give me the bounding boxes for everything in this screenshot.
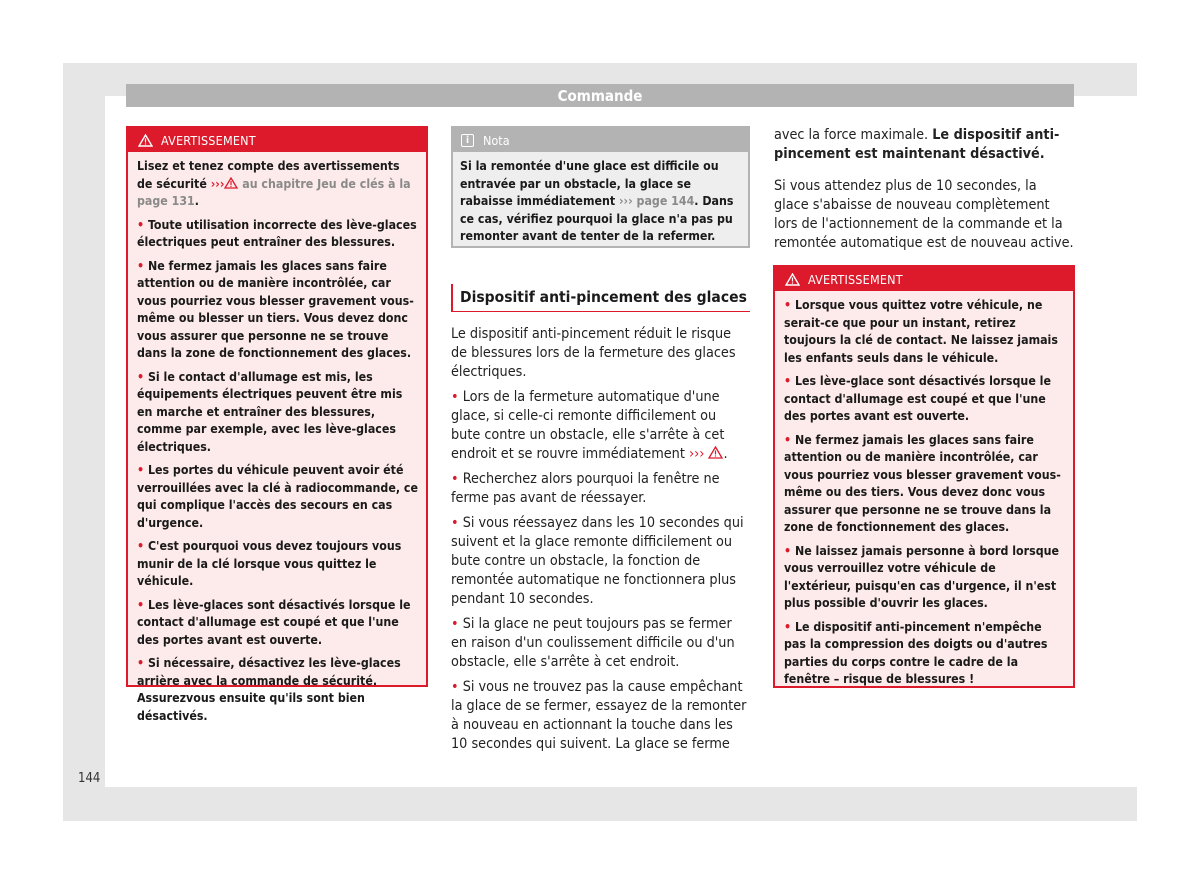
warning-item-text: Les lève-glace sont désactivés lorsque le contact d'allumage est coupé et que l'une des portes avant est ouverte. xyxy=(784,374,1051,423)
note-header xyxy=(453,128,748,152)
bullet-text: Si la glace ne peut toujours pas se fermer en raison d'un coulissement difficile ou d'un obstacle, elle s'arrête à cet endroit. xyxy=(451,616,735,670)
note-box xyxy=(451,126,750,248)
right-text-bold: Le dispositif anti-pincement est maintenant désactivé. xyxy=(774,127,1060,162)
warning-header xyxy=(128,128,426,152)
middle-column-text xyxy=(451,325,749,760)
cross-ref-arrows: ››› xyxy=(210,176,225,191)
warning-item-text: Toute utilisation incorrecte des lève-glaces électriques peut entraîner des blessures. xyxy=(137,217,417,249)
warning-item: • Lorsque vous quittez votre véhicule, ne serait-ce que pour un instant, retirez toujours la clé de contact. Ne laissez jamais les enfants seuls dans le véhicule. xyxy=(784,298,1058,365)
body-bullet: • Recherchez alors pourquoi la fenêtre ne ferme pas avant de réessayer. xyxy=(451,471,720,506)
warning-item: • C'est pourquoi vous devez toujours vous munir de la clé lorsque vous quittez le véhicule. xyxy=(137,539,402,588)
warning-item-text: Les lève-glaces sont désactivés lorsque le contact d'allumage est coupé et que l'une des portes avant est ouverte. xyxy=(137,597,411,647)
warning-triangle-icon xyxy=(785,273,800,286)
warning-body xyxy=(128,152,426,725)
warning-item: • Le dispositif anti-pincement n'empêche pas la compression des doigts ou d'autres parties du corps contre le cadre de la fenêtre – risque de blessures ! xyxy=(784,619,1048,686)
right-text: avec la force maximale. xyxy=(774,127,933,143)
note-body xyxy=(453,152,748,246)
warning-item-text: Ne fermez jamais les glaces sans faire attention ou de manière incontrôlée, car vous pourriez vous blesser gravement vous-même ou des tiers. Vous devez donc vous assurer que personne ne se trouve dans la zone de fonctionnement des glaces. xyxy=(784,432,1061,534)
warning-item: • Ne fermez jamais les glaces sans faire attention ou de manière incontrôlée, car vous pourriez vous blesser gravement vous-même ou blesser un tiers. Vous devez donc vous assurer que personne ne se trouve dans la zone de fonctionnement des glaces. xyxy=(137,258,414,360)
bullet-text: Si vous ne trouvez pas la cause empêchant la glace de se fermer, essayez de la remonter à nouveau en actionnant la touche dans les 10 secondes qui suivent. La glace se ferme xyxy=(451,679,747,752)
section-intro: Le dispositif anti-pincement réduit le risque de blessures lors de la fermeture des glaces électriques. xyxy=(451,326,736,380)
warning-intro-text: Lisez et tenez compte des avertissements de sécurité xyxy=(137,159,400,191)
page-header: Commande xyxy=(126,84,1074,107)
bullet-text: Si vous réessayez dans les 10 secondes qui suivent et la glace remonte difficilement ou bute contre un obstacle, la fonction de remontée automatique ne fonctionnera plus pendant 10 secondes. xyxy=(451,515,744,607)
right-paragraph-1 xyxy=(774,126,1074,164)
warning-item: • Si nécessaire, désactivez les lève-glaces arrière avec la commande de sécurité. Assurezvous ensuite qu'ils sont bien désactivés. xyxy=(137,656,401,723)
warning-intro-end: . xyxy=(194,194,199,208)
warning-item: • Les lève-glaces sont désactivés lorsque le contact d'allumage est coupé et que l'une des portes avant est ouverte. xyxy=(137,597,411,647)
page-number: 144 xyxy=(78,771,101,786)
body-bullet: • Si la glace ne peut toujours pas se fermer en raison d'un coulissement difficile ou d'un obstacle, elle s'arrête à cet endroit. xyxy=(451,616,735,670)
warning-title: AVERTISSEMENT xyxy=(161,132,256,148)
warning-triangle-icon xyxy=(224,177,238,189)
warning-item-text: Si le contact d'allumage est mis, les équipements électriques peuvent être mis en marche et entraîner des blessures, comme par exemple, avec les lève-glaces électriques. xyxy=(137,369,403,454)
cross-ref-arrows: ››› xyxy=(688,446,705,462)
warning-intro xyxy=(137,158,418,211)
right-column-text xyxy=(774,126,1074,259)
note-text-end: . Dans ce cas, vérifiez pourquoi la glace n'a pas pu remonter avant de tenter de la refermer. xyxy=(460,194,734,243)
body-bullet: • Si vous réessayez dans les 10 secondes qui suivent et la glace remonte difficilement ou bute contre un obstacle, la fonction de remontée automatique ne fonctionnera plus pendant 10 secondes. xyxy=(451,515,744,607)
info-icon: i xyxy=(461,134,474,147)
bullet-text: Lors de la fermeture automatique d'une glace, si celle-ci remonte difficilement ou bute contre un obstacle, elle s'arrête à cet endroit et se rouvre immédiatement xyxy=(451,389,725,462)
warning-header xyxy=(775,267,1073,291)
cross-ref-link[interactable]: au chapitre Jeu de clés à la page 131 xyxy=(137,176,411,208)
warning-item: • Ne fermez jamais les glaces sans faire attention ou de manière incontrôlée, car vous pourriez vous blesser gravement vous-même ou des tiers. Vous devez donc vous assurer que personne ne se trouve dans la zone de fonctionnement des glaces. xyxy=(784,432,1061,534)
note-title: Nota xyxy=(483,132,510,148)
bullet-text: Recherchez alors pourquoi la fenêtre ne ferme pas avant de réessayer. xyxy=(451,471,720,506)
warning-item: • Toute utilisation incorrecte des lève-glaces électriques peut entraîner des blessures. xyxy=(137,217,417,249)
note-text: Si la remontée d'une glace est difficile ou entravée par un obstacle, la glace se rabaisse immédiatement xyxy=(460,159,719,208)
warning-item: • Les lève-glace sont désactivés lorsque le contact d'allumage est coupé et que l'une des portes avant est ouverte. xyxy=(784,374,1051,423)
warning-item-text: Le dispositif anti-pincement n'empêche pas la compression des doigts ou d'autres parties du corps contre le cadre de la fenêtre – risque de blessures ! xyxy=(784,619,1048,686)
body-bullet: • Lors de la fermeture automatique d'une glace, si celle-ci remonte difficilement ou bute contre un obstacle, elle s'arrête à cet endroit et se rouvre immédiatement ››› . xyxy=(451,389,728,462)
page-ref-link[interactable]: ››› page 144 xyxy=(619,194,695,208)
section-heading: Dispositif anti-pincement des glaces xyxy=(451,284,750,312)
right-paragraph-2: Si vous attendez plus de 10 secondes, la glace s'abaisse de nouveau complètement lors de l'actionnement de la commande et la remontée automatique est de nouveau active. xyxy=(774,178,1074,251)
warning-item-text: Les portes du véhicule peuvent avoir été verrouillées avec la clé à radiocommande, ce qui complique l'accès des secours en cas d'urgence. xyxy=(137,463,418,530)
warning-box-left xyxy=(126,126,428,723)
body-bullet: • Si vous ne trouvez pas la cause empêchant la glace de se fermer, essayez de la remonter à nouveau en actionnant la touche dans les 10 secondes qui suivent. La glace se ferme xyxy=(451,679,747,752)
warning-item: • Si le contact d'allumage est mis, les équipements électriques peuvent être mis en marche et entraîner des blessures, comme par exemple, avec les lève-glaces électriques. xyxy=(137,369,403,454)
warning-box-right xyxy=(773,265,1075,688)
warning-item-text: Lorsque vous quittez votre véhicule, ne serait-ce que pour un instant, retirez toujours la clé de contact. Ne laissez jamais les enfants seuls dans le véhicule. xyxy=(784,298,1058,365)
warning-item-text: Ne laissez jamais personne à bord lorsque vous verrouillez votre véhicule de l'extérieur, puisqu'en cas d'urgence, il n'est plus possible d'ouvrir les glaces. xyxy=(784,543,1060,610)
warning-item: • Ne laissez jamais personne à bord lorsque vous verrouillez votre véhicule de l'extérieur, puisqu'en cas d'urgence, il n'est plus possible d'ouvrir les glaces. xyxy=(784,543,1060,610)
warning-triangle-icon xyxy=(138,134,153,147)
warning-item-text: Si nécessaire, désactivez les lève-glaces arrière avec la commande de sécurité. Assurezvous ensuite qu'ils sont bien désactivés. xyxy=(137,656,401,723)
warning-triangle-icon xyxy=(708,446,723,459)
warning-item-text: Ne fermez jamais les glaces sans faire attention ou de manière incontrôlée, car vous pourriez vous blesser gravement vous-même ou blesser un tiers. Vous devez donc vous assurer que personne ne se trouve dans la zone de fonctionnement des glaces. xyxy=(137,258,414,360)
warning-body xyxy=(775,291,1073,689)
warning-title: AVERTISSEMENT xyxy=(808,271,903,287)
warning-item-text: C'est pourquoi vous devez toujours vous munir de la clé lorsque vous quittez le véhicule. xyxy=(137,539,402,588)
warning-item: • Les portes du véhicule peuvent avoir été verrouillées avec la clé à radiocommande, ce qui complique l'accès des secours en cas d'urgence. xyxy=(137,463,418,530)
